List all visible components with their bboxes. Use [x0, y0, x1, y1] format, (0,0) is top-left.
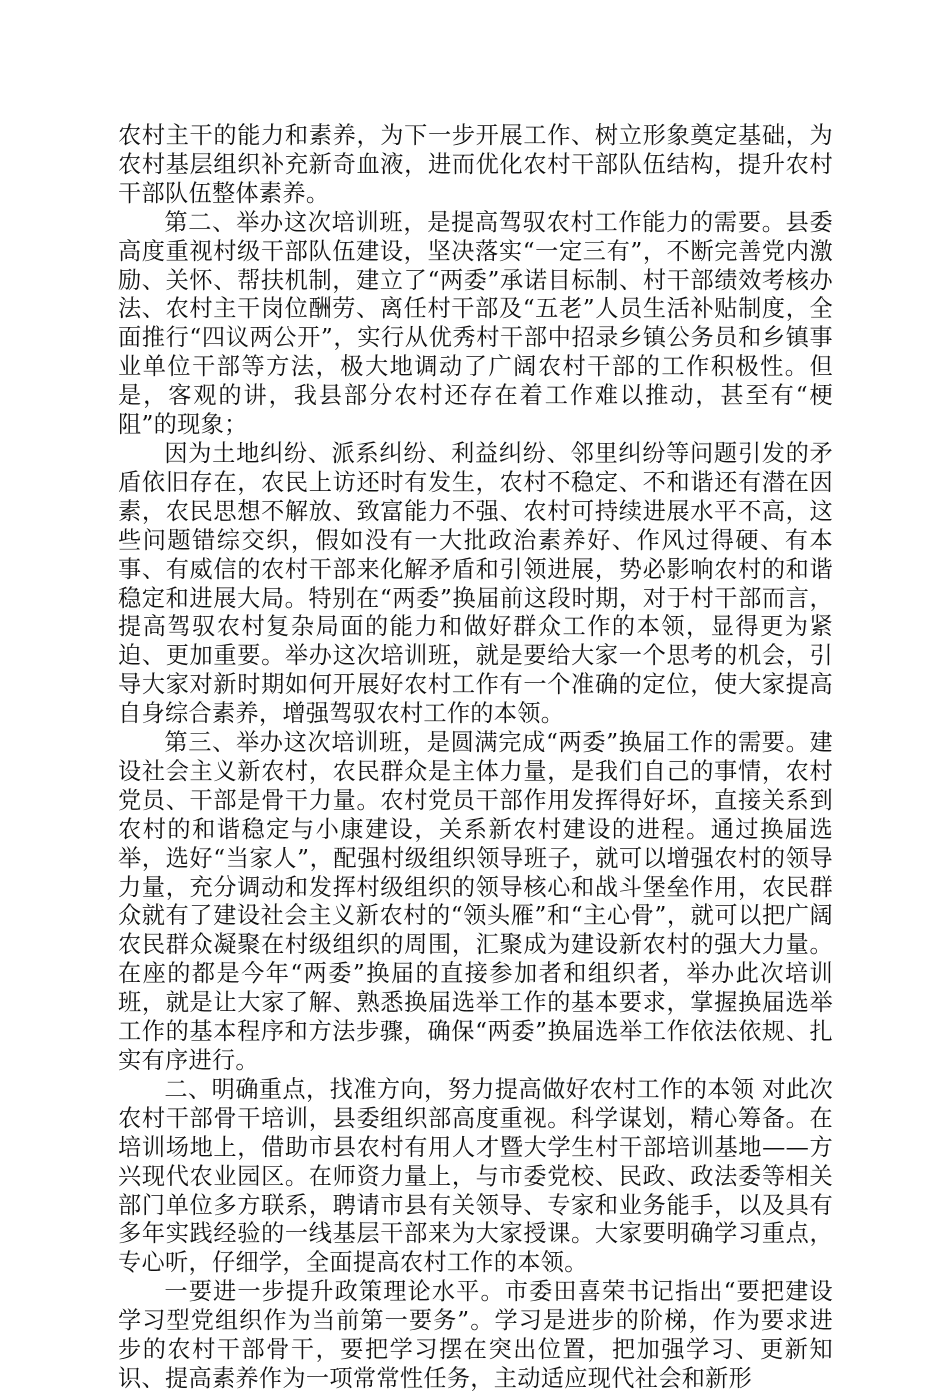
paragraph-2: 第二、举办这次培训班，是提高驾驭农村工作能力的需要。县委高度重视村级干部队伍建设，坚决落实“一定三有”，不断完善党内激励、关怀、帮扶机制，建立了“两委”承诺目标制、村干部绩效考核办法、农村主干岗位酬劳、离任村干部及“五老”人员生活补贴制度，全面推行“四议两公开”，实行从优秀村干部中招录乡镇公务员和乡镇事业单位干部等方法，极大地调动了广阔农村干部的工作积极性。但是，客观的讲，我县部分农村还存在着工作难以推动，甚至有“梗阻”的现象； [118, 208, 833, 439]
paragraph-5: 二、明确重点，找准方向，努力提高做好农村工作的本领 对此次农村干部骨干培训，县委组织部高度重视。科学谋划，精心筹备。在培训场地上，借助市县农村有用人才暨大学生村干部培训基地——方兴现代农业园区。在师资力量上，与市委党校、民政、政法委等相关部门单位多方联系，聘请市县有关领导、专家和业务能手，以及具有多年实践经验的一线基层干部来为大家授课。大家要明确学习重点，专心听，仔细学，全面提高农村工作的本领。 [118, 1075, 833, 1277]
paragraph-4: 第三、举办这次培训班，是圆满完成“两委”换届工作的需要。建设社会主义新农村，农民群众是主体力量，是我们自己的事情，农村党员、干部是骨干力量。农村党员干部作用发挥得好坏，直接关系到农村的和谐稳定与小康建设，关系新农村建设的进程。通过换届选举，选好“当家人”，配强村级组织领导班子，就可以增强农村的领导力量，充分调动和发挥村级组织的领导核心和战斗堡垒作用，农民群众就有了建设社会主义新农村的“领头雁”和“主心骨”，就可以把广阔农民群众凝聚在村级组织的周围，汇聚成为建设新农村的强大力量。在座的都是今年“两委”换届的直接参加者和组织者，举办此次培训班，就是让大家了解、熟悉换届选举工作的基本要求，掌握换届选举工作的基本程序和方法步骤，确保“两委”换届选举工作依法依规、扎实有序进行。 [118, 729, 833, 1074]
document-body [118, 122, 833, 1394]
paragraph-6: 一要进一步提升政策理论水平。市委田喜荣书记指出“要把建设学习型党组织作为当前第一要务”。学习是进步的阶梯，作为要求进步的农村干部骨干，要把学习摆在突出位置，把加强学习、更新知识、提高素养作为一项常常性任务，主动适应现代社会和新形 [118, 1278, 833, 1392]
paragraph-3: 因为土地纠纷、派系纠纷、利益纠纷、邻里纠纷等问题引发的矛盾依旧存在，农民上访还时有发生，农村不稳定、不和谐还有潜在因素，农民思想不解放、致富能力不强、农村可持续进展水平不高，这些问题错综交织，假如没有一大批政治素养好、作风过得硬、有本事、有威信的农村干部来化解矛盾和引领进展，势必影响农村的和谐稳定和进展大局。特别在“两委”换届前这段时期，对于村干部而言，提高驾驭农村复杂局面的能力和做好群众工作的本领，显得更为紧迫、更加重要。举办这次培训班，就是要给大家一个思考的机会，引导大家对新时期如何开展好农村工作有一个准确的定位，使大家提高自身综合素养，增强驾驭农村工作的本领。 [118, 439, 833, 728]
paragraph-1: 农村主干的能力和素养，为下一步开展工作、树立形象奠定基础，为农村基层组织补充新奇血液，进而优化农村干部队伍结构，提升农村干部队伍整体素养。 [118, 122, 833, 207]
